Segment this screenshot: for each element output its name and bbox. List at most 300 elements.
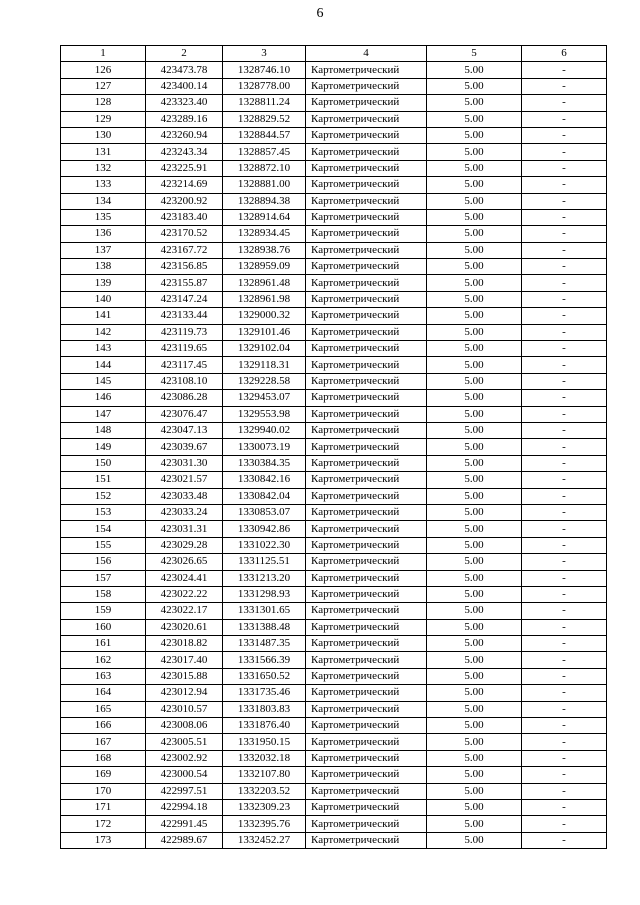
table-row	[61, 308, 607, 324]
y-coordinate-cell: 1328746.10	[223, 62, 306, 78]
header-row	[61, 46, 607, 62]
x-coordinate-cell: 423076.47	[146, 406, 223, 422]
column-header-2: 2	[146, 46, 223, 62]
point-number-cell: 146	[61, 390, 146, 406]
table-row	[61, 259, 607, 275]
x-coordinate-cell: 423020.61	[146, 619, 223, 635]
x-coordinate-cell: 423022.17	[146, 603, 223, 619]
point-number-cell: 157	[61, 570, 146, 586]
note-cell: -	[522, 62, 607, 78]
accuracy-cell: 5.00	[427, 619, 522, 635]
y-coordinate-cell: 1331566.39	[223, 652, 306, 668]
x-coordinate-cell: 423167.72	[146, 242, 223, 258]
method-cell: Картометрический	[306, 111, 427, 127]
table-row	[61, 62, 607, 78]
method-cell: Картометрический	[306, 390, 427, 406]
accuracy-cell: 5.00	[427, 783, 522, 799]
accuracy-cell: 5.00	[427, 718, 522, 734]
accuracy-cell: 5.00	[427, 521, 522, 537]
method-cell: Картометрический	[306, 242, 427, 258]
accuracy-cell: 5.00	[427, 570, 522, 586]
point-number-cell: 156	[61, 554, 146, 570]
accuracy-cell: 5.00	[427, 275, 522, 291]
accuracy-cell: 5.00	[427, 111, 522, 127]
accuracy-cell: 5.00	[427, 488, 522, 504]
note-cell: -	[522, 472, 607, 488]
y-coordinate-cell: 1332452.27	[223, 832, 306, 848]
x-coordinate-cell: 423133.44	[146, 308, 223, 324]
point-number-cell: 131	[61, 144, 146, 160]
x-coordinate-cell: 423473.78	[146, 62, 223, 78]
x-coordinate-cell: 423289.16	[146, 111, 223, 127]
table-row	[61, 111, 607, 127]
x-coordinate-cell: 423170.52	[146, 226, 223, 242]
y-coordinate-cell: 1328938.76	[223, 242, 306, 258]
method-cell: Картометрический	[306, 291, 427, 307]
y-coordinate-cell: 1328857.45	[223, 144, 306, 160]
table-row	[61, 373, 607, 389]
table-row	[61, 177, 607, 193]
point-number-cell: 126	[61, 62, 146, 78]
column-header-4: 4	[306, 46, 427, 62]
note-cell: -	[522, 193, 607, 209]
method-cell: Картометрический	[306, 668, 427, 684]
note-cell: -	[522, 226, 607, 242]
y-coordinate-cell: 1329228.58	[223, 373, 306, 389]
column-header-3: 3	[223, 46, 306, 62]
y-coordinate-cell: 1328961.98	[223, 291, 306, 307]
y-coordinate-cell: 1329102.04	[223, 341, 306, 357]
accuracy-cell: 5.00	[427, 390, 522, 406]
accuracy-cell: 5.00	[427, 209, 522, 225]
note-cell: -	[522, 783, 607, 799]
x-coordinate-cell: 423002.92	[146, 750, 223, 766]
method-cell: Картометрический	[306, 603, 427, 619]
note-cell: -	[522, 521, 607, 537]
table-row	[61, 799, 607, 815]
table-row	[61, 767, 607, 783]
y-coordinate-cell: 1330384.35	[223, 455, 306, 471]
table-row	[61, 636, 607, 652]
y-coordinate-cell: 1331388.48	[223, 619, 306, 635]
accuracy-cell: 5.00	[427, 439, 522, 455]
note-cell: -	[522, 373, 607, 389]
point-number-cell: 161	[61, 636, 146, 652]
note-cell: -	[522, 570, 607, 586]
y-coordinate-cell: 1328881.00	[223, 177, 306, 193]
point-number-cell: 162	[61, 652, 146, 668]
method-cell: Картометрический	[306, 767, 427, 783]
x-coordinate-cell: 423017.40	[146, 652, 223, 668]
note-cell: -	[522, 832, 607, 848]
column-header-5: 5	[427, 46, 522, 62]
table-row	[61, 160, 607, 176]
y-coordinate-cell: 1328934.45	[223, 226, 306, 242]
x-coordinate-cell: 423147.24	[146, 291, 223, 307]
y-coordinate-cell: 1328872.10	[223, 160, 306, 176]
method-cell: Картометрический	[306, 324, 427, 340]
note-cell: -	[522, 767, 607, 783]
accuracy-cell: 5.00	[427, 341, 522, 357]
note-cell: -	[522, 455, 607, 471]
accuracy-cell: 5.00	[427, 472, 522, 488]
point-number-cell: 171	[61, 799, 146, 815]
accuracy-cell: 5.00	[427, 701, 522, 717]
x-coordinate-cell: 423005.51	[146, 734, 223, 750]
table-row	[61, 521, 607, 537]
table-row	[61, 619, 607, 635]
method-cell: Картометрический	[306, 357, 427, 373]
y-coordinate-cell: 1328959.09	[223, 259, 306, 275]
method-cell: Картометрический	[306, 127, 427, 143]
accuracy-cell: 5.00	[427, 373, 522, 389]
method-cell: Картометрический	[306, 504, 427, 520]
method-cell: Картометрический	[306, 341, 427, 357]
method-cell: Картометрический	[306, 78, 427, 94]
accuracy-cell: 5.00	[427, 324, 522, 340]
x-coordinate-cell: 423323.40	[146, 95, 223, 111]
accuracy-cell: 5.00	[427, 291, 522, 307]
method-cell: Картометрический	[306, 373, 427, 389]
column-header-1: 1	[61, 46, 146, 62]
method-cell: Картометрический	[306, 177, 427, 193]
note-cell: -	[522, 636, 607, 652]
page-number: 6	[316, 6, 324, 21]
table-row	[61, 783, 607, 799]
point-number-cell: 172	[61, 816, 146, 832]
note-cell: -	[522, 799, 607, 815]
note-cell: -	[522, 537, 607, 553]
x-coordinate-cell: 422991.45	[146, 816, 223, 832]
y-coordinate-cell: 1329118.31	[223, 357, 306, 373]
y-coordinate-cell: 1332107.80	[223, 767, 306, 783]
method-cell: Картометрический	[306, 455, 427, 471]
method-cell: Картометрический	[306, 685, 427, 701]
x-coordinate-cell: 423260.94	[146, 127, 223, 143]
table-row	[61, 652, 607, 668]
table-row	[61, 193, 607, 209]
y-coordinate-cell: 1332395.76	[223, 816, 306, 832]
accuracy-cell: 5.00	[427, 603, 522, 619]
point-number-cell: 154	[61, 521, 146, 537]
method-cell: Картометрический	[306, 750, 427, 766]
y-coordinate-cell: 1328914.64	[223, 209, 306, 225]
point-number-cell: 165	[61, 701, 146, 717]
note-cell: -	[522, 685, 607, 701]
x-coordinate-cell: 423108.10	[146, 373, 223, 389]
table-row	[61, 226, 607, 242]
accuracy-cell: 5.00	[427, 455, 522, 471]
note-cell: -	[522, 504, 607, 520]
accuracy-cell: 5.00	[427, 734, 522, 750]
x-coordinate-cell: 423039.67	[146, 439, 223, 455]
note-cell: -	[522, 652, 607, 668]
note-cell: -	[522, 209, 607, 225]
point-number-cell: 136	[61, 226, 146, 242]
note-cell: -	[522, 275, 607, 291]
x-coordinate-cell: 423117.45	[146, 357, 223, 373]
y-coordinate-cell: 1329940.02	[223, 422, 306, 438]
accuracy-cell: 5.00	[427, 177, 522, 193]
point-number-cell: 166	[61, 718, 146, 734]
method-cell: Картометрический	[306, 619, 427, 635]
accuracy-cell: 5.00	[427, 554, 522, 570]
y-coordinate-cell: 1329000.32	[223, 308, 306, 324]
method-cell: Картометрический	[306, 718, 427, 734]
accuracy-cell: 5.00	[427, 127, 522, 143]
y-coordinate-cell: 1331213.20	[223, 570, 306, 586]
accuracy-cell: 5.00	[427, 357, 522, 373]
method-cell: Картометрический	[306, 636, 427, 652]
y-coordinate-cell: 1330842.16	[223, 472, 306, 488]
y-coordinate-cell: 1331022.30	[223, 537, 306, 553]
point-number-cell: 128	[61, 95, 146, 111]
point-number-cell: 144	[61, 357, 146, 373]
table-row	[61, 406, 607, 422]
note-cell: -	[522, 160, 607, 176]
point-number-cell: 155	[61, 537, 146, 553]
method-cell: Картометрический	[306, 832, 427, 848]
accuracy-cell: 5.00	[427, 816, 522, 832]
method-cell: Картометрический	[306, 95, 427, 111]
accuracy-cell: 5.00	[427, 95, 522, 111]
x-coordinate-cell: 423008.06	[146, 718, 223, 734]
note-cell: -	[522, 603, 607, 619]
y-coordinate-cell: 1328844.57	[223, 127, 306, 143]
method-cell: Картометрический	[306, 816, 427, 832]
method-cell: Картометрический	[306, 160, 427, 176]
method-cell: Картометрический	[306, 275, 427, 291]
note-cell: -	[522, 750, 607, 766]
y-coordinate-cell: 1331487.35	[223, 636, 306, 652]
note-cell: -	[522, 78, 607, 94]
point-number-cell: 173	[61, 832, 146, 848]
y-coordinate-cell: 1331735.46	[223, 685, 306, 701]
note-cell: -	[522, 291, 607, 307]
x-coordinate-cell: 423033.24	[146, 504, 223, 520]
method-cell: Картометрический	[306, 783, 427, 799]
point-number-cell: 159	[61, 603, 146, 619]
y-coordinate-cell: 1328894.38	[223, 193, 306, 209]
column-header-6: 6	[522, 46, 607, 62]
note-cell: -	[522, 127, 607, 143]
point-number-cell: 145	[61, 373, 146, 389]
accuracy-cell: 5.00	[427, 832, 522, 848]
point-number-cell: 137	[61, 242, 146, 258]
method-cell: Картометрический	[306, 422, 427, 438]
coordinates-table	[60, 45, 607, 849]
point-number-cell: 139	[61, 275, 146, 291]
x-coordinate-cell: 423200.92	[146, 193, 223, 209]
point-number-cell: 153	[61, 504, 146, 520]
y-coordinate-cell: 1328778.00	[223, 78, 306, 94]
x-coordinate-cell: 423086.28	[146, 390, 223, 406]
table-row	[61, 668, 607, 684]
y-coordinate-cell: 1332203.52	[223, 783, 306, 799]
accuracy-cell: 5.00	[427, 226, 522, 242]
point-number-cell: 168	[61, 750, 146, 766]
table-row	[61, 734, 607, 750]
method-cell: Картометрический	[306, 488, 427, 504]
y-coordinate-cell: 1331125.51	[223, 554, 306, 570]
y-coordinate-cell: 1330942.86	[223, 521, 306, 537]
note-cell: -	[522, 390, 607, 406]
note-cell: -	[522, 341, 607, 357]
point-number-cell: 152	[61, 488, 146, 504]
point-number-cell: 151	[61, 472, 146, 488]
y-coordinate-cell: 1328811.24	[223, 95, 306, 111]
table-row	[61, 718, 607, 734]
method-cell: Картометрический	[306, 193, 427, 209]
method-cell: Картометрический	[306, 554, 427, 570]
x-coordinate-cell: 423155.87	[146, 275, 223, 291]
x-coordinate-cell: 423022.22	[146, 586, 223, 602]
point-number-cell: 127	[61, 78, 146, 94]
accuracy-cell: 5.00	[427, 406, 522, 422]
table-row	[61, 209, 607, 225]
method-cell: Картометрический	[306, 799, 427, 815]
y-coordinate-cell: 1331650.52	[223, 668, 306, 684]
note-cell: -	[522, 357, 607, 373]
table-row	[61, 127, 607, 143]
y-coordinate-cell: 1332309.23	[223, 799, 306, 815]
point-number-cell: 148	[61, 422, 146, 438]
note-cell: -	[522, 554, 607, 570]
method-cell: Картометрический	[306, 586, 427, 602]
x-coordinate-cell: 423000.54	[146, 767, 223, 783]
note-cell: -	[522, 308, 607, 324]
x-coordinate-cell: 423024.41	[146, 570, 223, 586]
accuracy-cell: 5.00	[427, 422, 522, 438]
table-row	[61, 390, 607, 406]
point-number-cell: 133	[61, 177, 146, 193]
x-coordinate-cell: 423026.65	[146, 554, 223, 570]
point-number-cell: 134	[61, 193, 146, 209]
y-coordinate-cell: 1331298.93	[223, 586, 306, 602]
point-number-cell: 142	[61, 324, 146, 340]
point-number-cell: 135	[61, 209, 146, 225]
table-row	[61, 324, 607, 340]
accuracy-cell: 5.00	[427, 685, 522, 701]
table-row	[61, 455, 607, 471]
x-coordinate-cell: 422994.18	[146, 799, 223, 815]
y-coordinate-cell: 1330853.07	[223, 504, 306, 520]
y-coordinate-cell: 1331876.40	[223, 718, 306, 734]
note-cell: -	[522, 144, 607, 160]
table-header	[61, 46, 607, 62]
point-number-cell: 147	[61, 406, 146, 422]
y-coordinate-cell: 1331803.83	[223, 701, 306, 717]
x-coordinate-cell: 422989.67	[146, 832, 223, 848]
method-cell: Картометрический	[306, 521, 427, 537]
note-cell: -	[522, 586, 607, 602]
y-coordinate-cell: 1328829.52	[223, 111, 306, 127]
note-cell: -	[522, 734, 607, 750]
x-coordinate-cell: 423400.14	[146, 78, 223, 94]
method-cell: Картометрический	[306, 652, 427, 668]
accuracy-cell: 5.00	[427, 668, 522, 684]
table-row	[61, 504, 607, 520]
table-row	[61, 144, 607, 160]
method-cell: Картометрический	[306, 226, 427, 242]
x-coordinate-cell: 423119.73	[146, 324, 223, 340]
y-coordinate-cell: 1329453.07	[223, 390, 306, 406]
table-row	[61, 472, 607, 488]
note-cell: -	[522, 619, 607, 635]
note-cell: -	[522, 816, 607, 832]
y-coordinate-cell: 1329553.98	[223, 406, 306, 422]
accuracy-cell: 5.00	[427, 537, 522, 553]
point-number-cell: 169	[61, 767, 146, 783]
method-cell: Картометрический	[306, 144, 427, 160]
x-coordinate-cell: 423214.69	[146, 177, 223, 193]
note-cell: -	[522, 488, 607, 504]
accuracy-cell: 5.00	[427, 767, 522, 783]
table-row	[61, 291, 607, 307]
note-cell: -	[522, 439, 607, 455]
x-coordinate-cell: 423156.85	[146, 259, 223, 275]
table-row	[61, 275, 607, 291]
table-row	[61, 422, 607, 438]
table-row	[61, 832, 607, 848]
x-coordinate-cell: 423225.91	[146, 160, 223, 176]
table-body	[61, 62, 607, 849]
y-coordinate-cell: 1331301.65	[223, 603, 306, 619]
x-coordinate-cell: 423031.31	[146, 521, 223, 537]
note-cell: -	[522, 668, 607, 684]
x-coordinate-cell: 423015.88	[146, 668, 223, 684]
x-coordinate-cell: 423047.13	[146, 422, 223, 438]
note-cell: -	[522, 422, 607, 438]
table-row	[61, 603, 607, 619]
method-cell: Картометрический	[306, 259, 427, 275]
method-cell: Картометрический	[306, 62, 427, 78]
accuracy-cell: 5.00	[427, 636, 522, 652]
table-row	[61, 341, 607, 357]
point-number-cell: 138	[61, 259, 146, 275]
x-coordinate-cell: 423183.40	[146, 209, 223, 225]
point-number-cell: 143	[61, 341, 146, 357]
point-number-cell: 167	[61, 734, 146, 750]
table-row	[61, 685, 607, 701]
accuracy-cell: 5.00	[427, 799, 522, 815]
method-cell: Картометрический	[306, 439, 427, 455]
note-cell: -	[522, 718, 607, 734]
point-number-cell: 141	[61, 308, 146, 324]
accuracy-cell: 5.00	[427, 62, 522, 78]
x-coordinate-cell: 423029.28	[146, 537, 223, 553]
accuracy-cell: 5.00	[427, 750, 522, 766]
accuracy-cell: 5.00	[427, 504, 522, 520]
point-number-cell: 163	[61, 668, 146, 684]
note-cell: -	[522, 406, 607, 422]
point-number-cell: 149	[61, 439, 146, 455]
point-number-cell: 170	[61, 783, 146, 799]
note-cell: -	[522, 177, 607, 193]
method-cell: Картометрический	[306, 734, 427, 750]
point-number-cell: 140	[61, 291, 146, 307]
method-cell: Картометрический	[306, 701, 427, 717]
note-cell: -	[522, 324, 607, 340]
y-coordinate-cell: 1332032.18	[223, 750, 306, 766]
accuracy-cell: 5.00	[427, 78, 522, 94]
accuracy-cell: 5.00	[427, 308, 522, 324]
accuracy-cell: 5.00	[427, 193, 522, 209]
note-cell: -	[522, 242, 607, 258]
point-number-cell: 129	[61, 111, 146, 127]
table-row	[61, 701, 607, 717]
x-coordinate-cell: 423010.57	[146, 701, 223, 717]
